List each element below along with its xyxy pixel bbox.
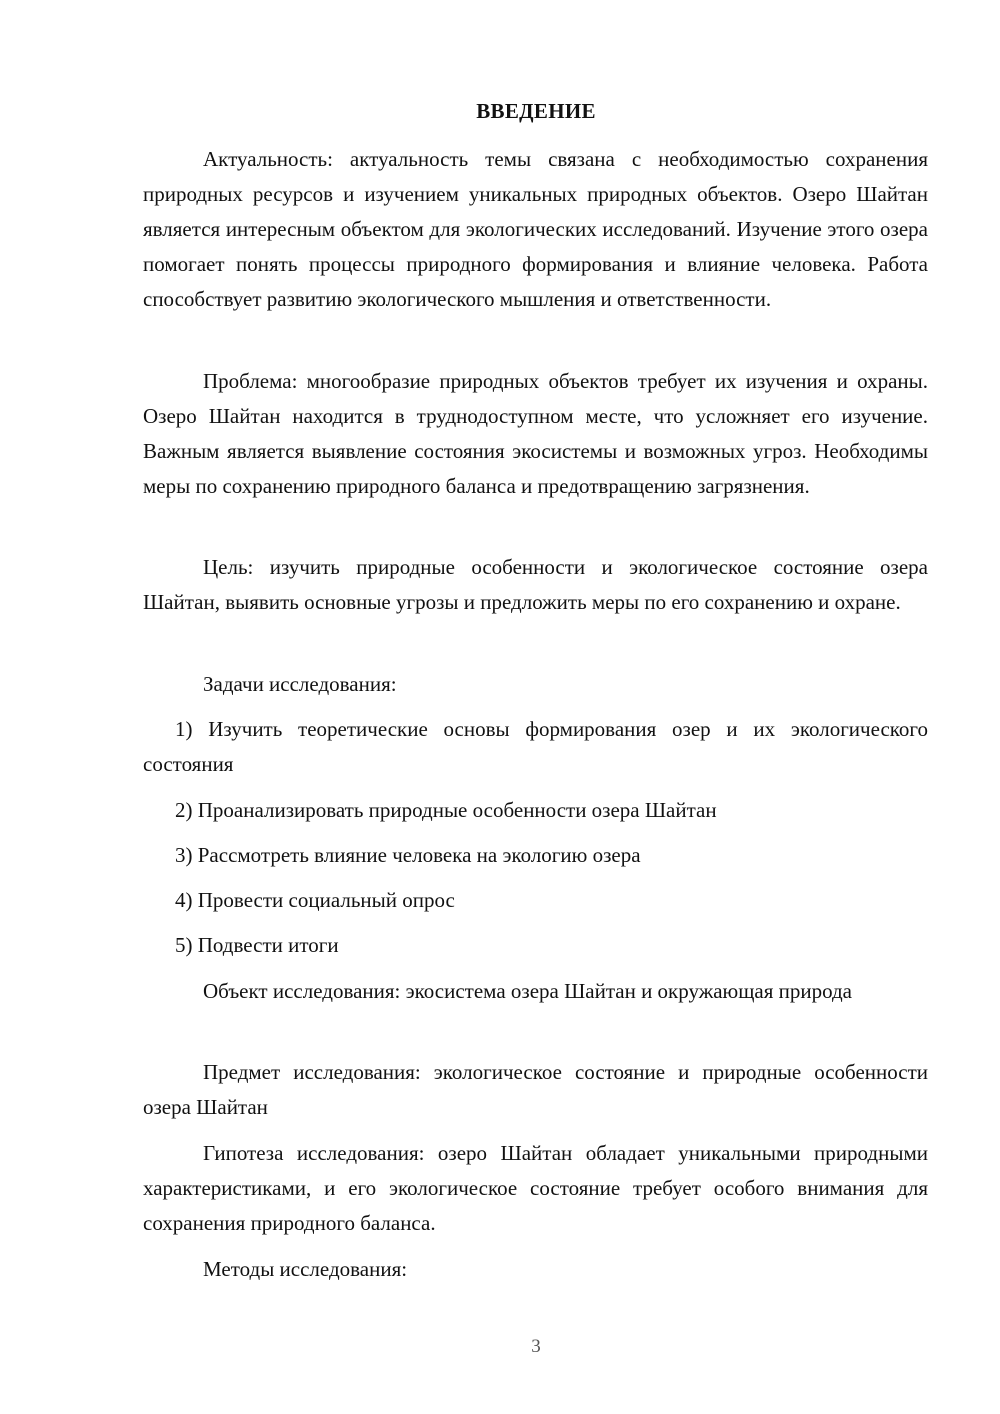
goal-paragraph: Цель: изучить природные особенности и экологическое состояние озера Шайтан, выявить основные угрозы и предложить меры по его сохранению и охране. <box>143 555 928 614</box>
task-item-1: 1) Изучить теоретические основы формирования озер и их экологического состояния <box>143 717 928 776</box>
problem-paragraph: Проблема: многообразие природных объектов требует их изучения и охраны. Озеро Шайтан находится в труднодоступном месте, что усложняет его изучение. Важным является выявление состояния экосистемы и возможных угроз. Необходимы меры по сохранению природного баланса и предотвращению загрязнения. <box>143 369 928 498</box>
section-heading: ВВЕДЕНИЕ <box>476 99 596 123</box>
methods-heading: Методы исследования: <box>203 1257 408 1281</box>
task-item-3: 3) Рассмотреть влияние человека на экологию озера <box>175 843 641 867</box>
relevance-paragraph: Актуальность: актуальность темы связана с необходимостью сохранения природных ресурсов и изучением уникальных природных объектов. Озеро Шайтан является интересным объектом для экологических исследований. Изучение этого озера помогает понять процессы природного формирования и влияние человека. Работа способствует развитию экологического мышления и ответственности. <box>143 147 928 311</box>
task-item-5: 5) Подвести итоги <box>175 933 339 957</box>
tasks-heading: Задачи исследования: <box>203 672 397 696</box>
task-item-4: 4) Провести социальный опрос <box>175 888 455 912</box>
hypothesis-paragraph: Гипотеза исследования: озеро Шайтан обладает уникальными природными характеристиками, и его экологическое состояние требует особого внимания для сохранения природного баланса. <box>143 1141 928 1235</box>
page-number: 3 <box>531 1336 541 1357</box>
subject-paragraph: Предмет исследования: экологическое состояние и природные особенности озера Шайтан <box>143 1060 928 1119</box>
task-item-2: 2) Проанализировать природные особенности озера Шайтан <box>175 798 717 822</box>
object-paragraph: Объект исследования: экосистема озера Шайтан и окружающая природа <box>203 979 853 1003</box>
